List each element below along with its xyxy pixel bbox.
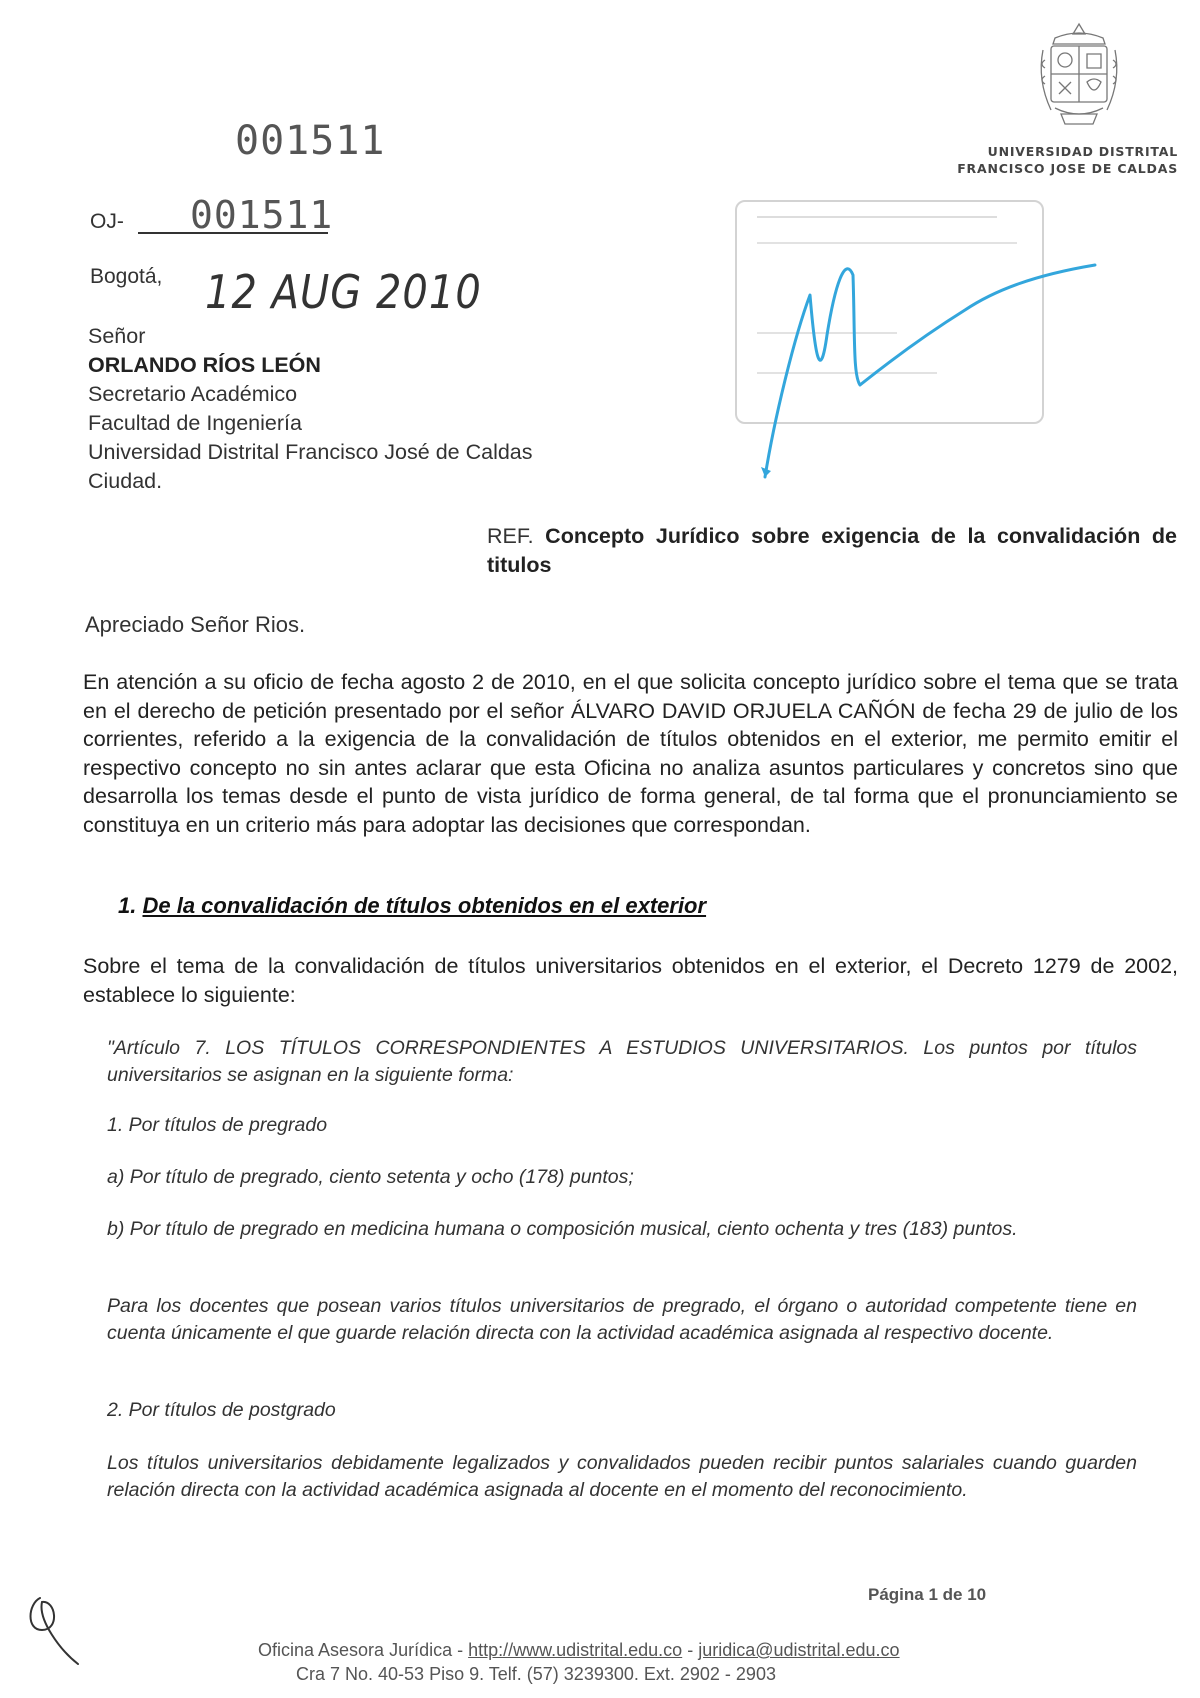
addressee-title: Señor [88, 324, 146, 348]
section-title: De la convalidación de títulos obtenidos en el exterior [142, 893, 707, 918]
university-name [938, 143, 1178, 177]
paragraph-decree: Sobre el tema de la convalidación de títulos universitarios obtenidos en el exterior, el Decreto 1279 de 2002, establece lo siguiente: [83, 954, 1178, 1007]
handwritten-initial-mark [20, 1590, 85, 1670]
date-stamp: 12 AUG 2010 [205, 266, 482, 320]
quote-item-1: 1. Por títulos de pregrado [107, 1114, 328, 1136]
section-number: 1. [118, 893, 137, 918]
addressee-block [88, 322, 533, 496]
page-indicator: Página 1 de 10 [868, 1585, 987, 1604]
reference-label: REF. [487, 524, 534, 548]
footer-website-link[interactable]: http://www.udistrital.edu.co [468, 1640, 683, 1660]
quote-item-2: 2. Por títulos de postgrado [107, 1399, 336, 1421]
footer-contact [258, 1640, 900, 1661]
oj-label: OJ- [90, 210, 124, 233]
addressee-faculty: Facultad de Ingeniería [88, 411, 302, 435]
section-heading [118, 893, 706, 919]
footer-separator: - [682, 1640, 699, 1660]
quote-docentes: Para los docentes que posean varios títulos universitarios de pregrado, el órgano o autoridad competente tiene en cuenta únicamente el que guarde relación directa con la actividad académica asignada al respectivo docente. [107, 1295, 1137, 1344]
paragraph-intro: En atención a su oficio de fecha agosto 2 de 2010, en el que solicita concepto jurídico sobre el tema que se trata en el derecho de petición presentado por el señor ÁLVARO DAVID ORJUELA CAÑÓN de fecha 29 de julio de los corrientes, referido a la exigencia de la convalidación de títulos obtenidos en el exterior, me permito emitir el respectivo concepto no sin antes aclarar que esta Oficina no analiza asuntos particulares y concretos sino que desarrolla los temas desde el punto de vista jurídico de forma general, de tal forma que el pronunciamiento se constituya en un criterio más para adoptar las decisiones que correspondan. [83, 670, 1178, 837]
footer-email-link[interactable]: juridica@udistrital.edu.co [698, 1640, 900, 1660]
quote-titulos: Los títulos universitarios debidamente legalizados y convalidados pueden recibir puntos salariales cuando guarden relación directa con la actividad académica asignada al docente en el momento del reconocimiento. [107, 1452, 1137, 1501]
quote-article: "Artículo 7. LOS TÍTULOS CORRESPONDIENTES A ESTUDIOS UNIVERSITARIOS. Los puntos por títulos universitarios se asignan en la siguiente forma: [107, 1037, 1137, 1086]
addressee-city: Ciudad. [88, 469, 163, 493]
quote-item-a: a) Por título de pregrado, ciento setenta y ocho (178) puntos; [107, 1166, 634, 1188]
addressee-position: Secretario Académico [88, 382, 298, 406]
footer-address: Cra 7 No. 40-53 Piso 9. Telf. (57) 3239300. Ext. 2902 - 2903 [296, 1664, 776, 1684]
university-crest-icon [1035, 20, 1123, 132]
footer-separator: - [452, 1640, 469, 1660]
stamp-number: 001511 [235, 118, 386, 164]
oj-number: 001511 [190, 193, 334, 237]
reference-line [487, 522, 1177, 580]
footer-office: Oficina Asesora Jurídica [258, 1640, 453, 1660]
addressee-name: ORLANDO RÍOS LEÓN [88, 353, 321, 377]
university-name-line2: FRANCISCO JOSE DE CALDAS [957, 161, 1178, 176]
quote-item-b: b) Por título de pregrado en medicina humana o composición musical, ciento ochenta y tres (183) puntos. [107, 1218, 1018, 1240]
handwritten-signature [735, 215, 1105, 485]
place: Bogotá, [90, 265, 163, 288]
reference-title: Concepto Jurídico sobre exigencia de la convalidación de titulos [487, 524, 1177, 577]
greeting: Apreciado Señor Rios. [85, 612, 306, 637]
university-name-line1: UNIVERSIDAD DISTRITAL [987, 144, 1178, 159]
addressee-institution: Universidad Distrital Francisco José de Caldas [88, 440, 533, 464]
